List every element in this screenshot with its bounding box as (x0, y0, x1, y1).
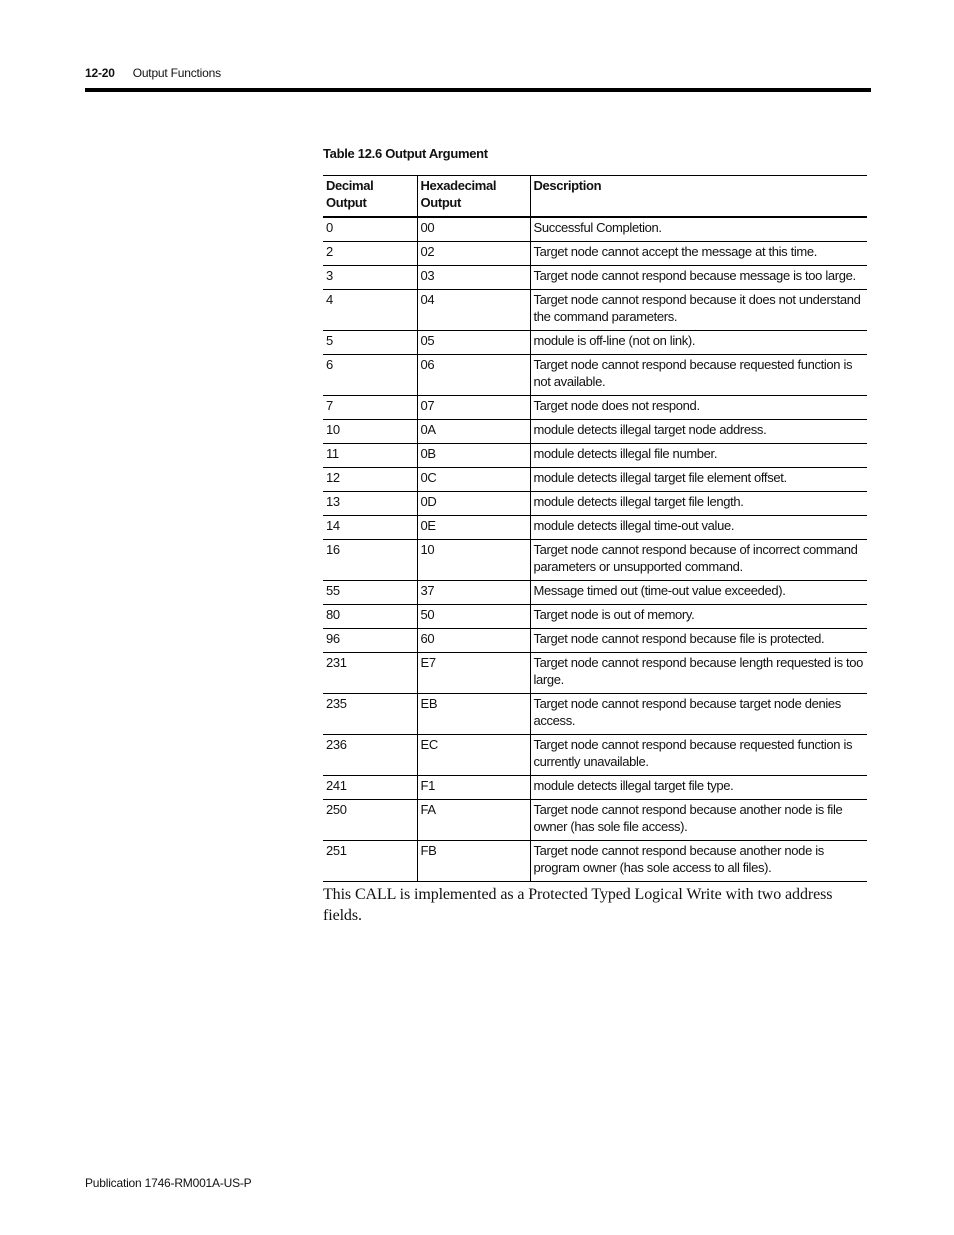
cell-decimal: 0 (323, 217, 417, 242)
table-row (323, 581, 867, 605)
cell-description: module detects illegal time-out value. (530, 516, 867, 540)
cell-hexadecimal: 10 (417, 540, 530, 581)
cell-decimal: 10 (323, 420, 417, 444)
cell-description: Target node cannot respond because target node denies access. (530, 694, 867, 735)
cell-description: Target node is out of memory. (530, 605, 867, 629)
cell-hexadecimal: 0D (417, 492, 530, 516)
table-row (323, 331, 867, 355)
cell-hexadecimal: 0A (417, 420, 530, 444)
table-row (323, 492, 867, 516)
cell-decimal: 2 (323, 242, 417, 266)
cell-decimal: 251 (323, 841, 417, 882)
output-argument-table-wrapper (323, 175, 867, 882)
cell-decimal: 5 (323, 331, 417, 355)
cell-hexadecimal: 60 (417, 629, 530, 653)
table-row (323, 396, 867, 420)
page-number: 12-20 (85, 66, 115, 80)
table-row (323, 217, 867, 242)
cell-decimal: 16 (323, 540, 417, 581)
table-row (323, 290, 867, 331)
table-row (323, 629, 867, 653)
cell-hexadecimal: F1 (417, 776, 530, 800)
cell-description: Target node cannot respond because of incorrect command parameters or unsupported command. (530, 540, 867, 581)
table-row (323, 605, 867, 629)
output-argument-table (323, 175, 867, 882)
cell-description: Target node cannot respond because requested function is currently unavailable. (530, 735, 867, 776)
cell-hexadecimal: EC (417, 735, 530, 776)
table-row (323, 776, 867, 800)
cell-decimal: 231 (323, 653, 417, 694)
table-row (323, 653, 867, 694)
cell-hexadecimal: EB (417, 694, 530, 735)
cell-decimal: 55 (323, 581, 417, 605)
cell-decimal: 235 (323, 694, 417, 735)
cell-description: module is off-line (not on link). (530, 331, 867, 355)
cell-hexadecimal: 02 (417, 242, 530, 266)
cell-hexadecimal: 0E (417, 516, 530, 540)
section-title: Output Functions (132, 66, 221, 80)
cell-decimal: 11 (323, 444, 417, 468)
cell-hexadecimal: 05 (417, 331, 530, 355)
column-header-hexadecimal: Hexadecimal Output (417, 176, 530, 218)
table-row (323, 516, 867, 540)
table-row (323, 540, 867, 581)
table-title: Table 12.6 Output Argument (323, 146, 488, 161)
table-row (323, 468, 867, 492)
table-row (323, 420, 867, 444)
cell-description: Message timed out (time-out value exceeded). (530, 581, 867, 605)
cell-decimal: 250 (323, 800, 417, 841)
cell-hexadecimal: 0C (417, 468, 530, 492)
table-row (323, 800, 867, 841)
cell-hexadecimal: 03 (417, 266, 530, 290)
cell-decimal: 96 (323, 629, 417, 653)
cell-hexadecimal: FA (417, 800, 530, 841)
cell-description: Target node cannot respond because length requested is too large. (530, 653, 867, 694)
cell-hexadecimal: 07 (417, 396, 530, 420)
cell-description: module detects illegal target file type. (530, 776, 867, 800)
cell-decimal: 3 (323, 266, 417, 290)
header-rule (85, 88, 871, 92)
column-header-description: Description (530, 176, 867, 218)
cell-decimal: 6 (323, 355, 417, 396)
cell-decimal: 80 (323, 605, 417, 629)
cell-description: Target node cannot respond because another node is program owner (has sole access to all files). (530, 841, 867, 882)
cell-hexadecimal: 00 (417, 217, 530, 242)
cell-description: module detects illegal target file length. (530, 492, 867, 516)
cell-hexadecimal: 0B (417, 444, 530, 468)
cell-description: Target node cannot respond because another node is file owner (has sole file access). (530, 800, 867, 841)
page-footer: Publication 1746-RM001A-US-P (85, 1176, 252, 1190)
cell-decimal: 4 (323, 290, 417, 331)
cell-decimal: 241 (323, 776, 417, 800)
cell-decimal: 7 (323, 396, 417, 420)
cell-description: Target node cannot respond because message is too large. (530, 266, 867, 290)
cell-hexadecimal: 04 (417, 290, 530, 331)
table-row (323, 242, 867, 266)
cell-decimal: 236 (323, 735, 417, 776)
table-header-row (323, 176, 867, 218)
column-header-decimal: Decimal Output (323, 176, 417, 218)
cell-hexadecimal: 37 (417, 581, 530, 605)
cell-description: Target node cannot accept the message at this time. (530, 242, 867, 266)
cell-description: Target node cannot respond because it does not understand the command parameters. (530, 290, 867, 331)
table-row (323, 266, 867, 290)
cell-decimal: 13 (323, 492, 417, 516)
table-row (323, 735, 867, 776)
cell-description: Target node does not respond. (530, 396, 867, 420)
cell-hexadecimal: E7 (417, 653, 530, 694)
body-paragraph: This CALL is implemented as a Protected Typed Logical Write with two address fields. (323, 886, 833, 924)
cell-description: module detects illegal target file element offset. (530, 468, 867, 492)
table-row (323, 355, 867, 396)
cell-hexadecimal: FB (417, 841, 530, 882)
cell-hexadecimal: 06 (417, 355, 530, 396)
table-row (323, 841, 867, 882)
cell-description: Target node cannot respond because requested function is not available. (530, 355, 867, 396)
cell-hexadecimal: 50 (417, 605, 530, 629)
cell-description: module detects illegal file number. (530, 444, 867, 468)
cell-description: module detects illegal target node address. (530, 420, 867, 444)
page-header (85, 66, 221, 80)
cell-description: Successful Completion. (530, 217, 867, 242)
table-row (323, 694, 867, 735)
cell-decimal: 14 (323, 516, 417, 540)
cell-decimal: 12 (323, 468, 417, 492)
table-header (323, 176, 867, 218)
table-body (323, 217, 867, 882)
cell-description: Target node cannot respond because file is protected. (530, 629, 867, 653)
table-row (323, 444, 867, 468)
